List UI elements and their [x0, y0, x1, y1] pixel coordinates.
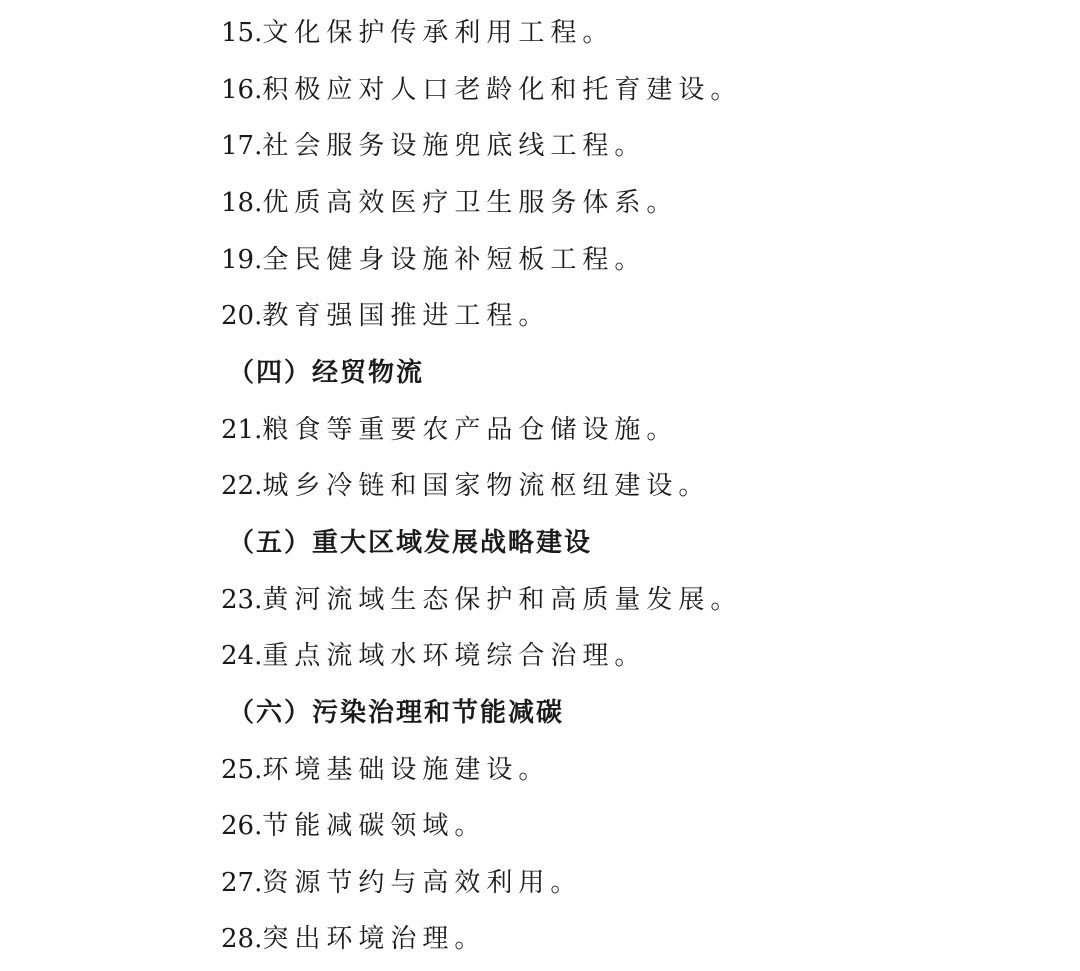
list-item-23	[221, 576, 742, 624]
item-text: 文化保护传承利用工程。	[262, 18, 615, 48]
item-text: 优质高效医疗卫生服务体系。	[262, 188, 679, 218]
item-text: 全民健身设施补短板工程。	[262, 245, 647, 275]
item-text: 教育强国推进工程。	[262, 301, 551, 331]
item-number: 18.	[221, 188, 263, 218]
item-text: 环境基础设施建设。	[262, 755, 551, 785]
list-item-20	[221, 292, 550, 340]
item-number: 23.	[221, 585, 263, 615]
item-number: 25.	[221, 755, 263, 785]
list-item-18	[221, 179, 678, 227]
list-item-26	[221, 802, 486, 850]
item-text: 城乡冷链和国家物流枢纽建设。	[262, 471, 711, 501]
item-number: 21.	[221, 415, 263, 445]
item-number: 17.	[221, 131, 263, 161]
item-text: 社会服务设施兜底线工程。	[262, 131, 647, 161]
list-item-24	[221, 632, 646, 680]
item-number: 28.	[221, 924, 263, 954]
list-item-25	[221, 746, 550, 794]
list-item-19	[221, 236, 646, 284]
item-number: 15.	[221, 18, 263, 48]
item-text: 黄河流域生态保护和高质量发展。	[262, 585, 743, 615]
item-number: 27.	[221, 868, 263, 898]
item-text: 积极应对人口老龄化和托育建设。	[262, 75, 743, 105]
list-item-28	[221, 915, 486, 963]
item-number: 16.	[221, 75, 263, 105]
item-text: 粮食等重要农产品仓储设施。	[262, 415, 679, 445]
item-number: 26.	[221, 811, 263, 841]
item-text: 重点流域水环境综合治理。	[262, 641, 647, 671]
item-number: 24.	[221, 641, 263, 671]
section-heading-4: （四）经贸物流	[228, 358, 425, 388]
section-heading-6: （六）污染治理和节能减碳	[228, 698, 565, 728]
list-item-27	[221, 859, 582, 907]
item-number: 19.	[221, 245, 263, 275]
list-item-22	[221, 462, 710, 510]
list-item-21	[221, 406, 678, 454]
item-number: 22.	[221, 471, 263, 501]
item-text: 节能减碳领域。	[262, 811, 487, 841]
list-item-15	[221, 9, 614, 57]
item-text: 资源节约与高效利用。	[262, 868, 583, 898]
item-text: 突出环境治理。	[262, 924, 487, 954]
list-item-16	[221, 66, 742, 114]
item-number: 20.	[221, 301, 263, 331]
section-heading-5: （五）重大区域发展战略建设	[228, 528, 593, 558]
list-item-17	[221, 122, 646, 170]
